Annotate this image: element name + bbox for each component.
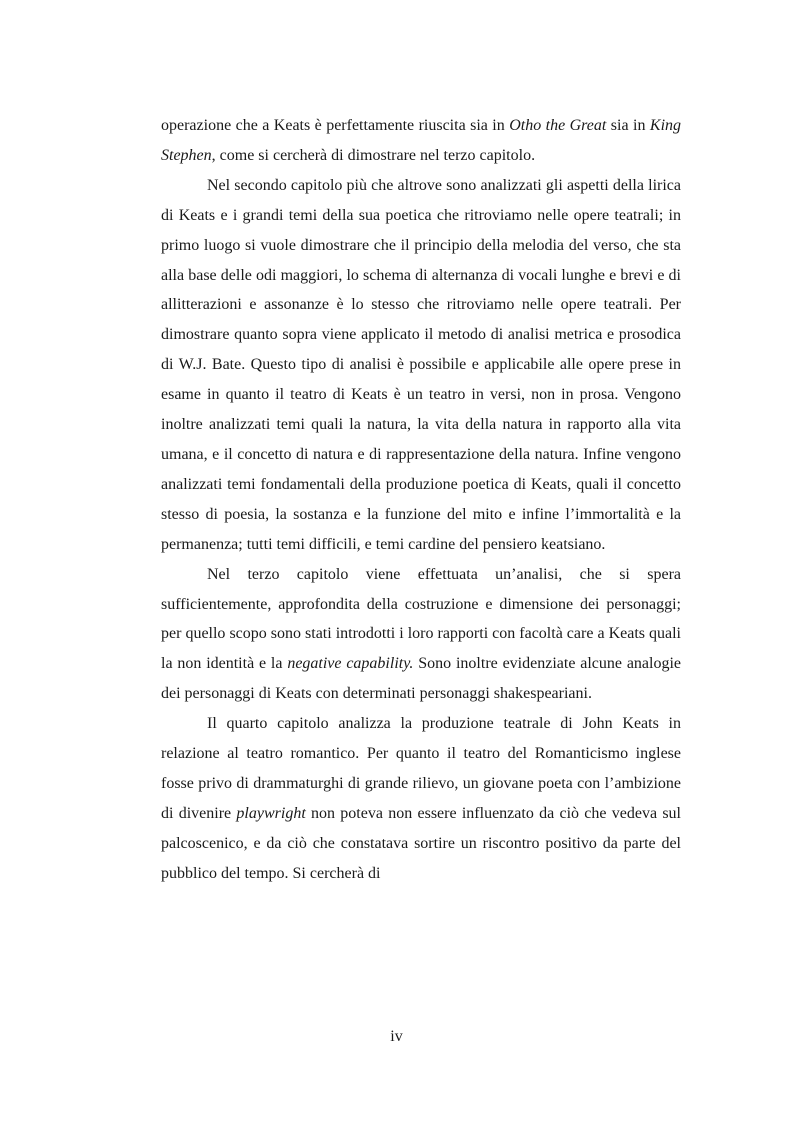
page-body bbox=[161, 111, 681, 889]
text-segment: sia in bbox=[606, 117, 650, 134]
text-segment: , come si cercherà di dimostrare nel terzo capitolo. bbox=[211, 146, 536, 164]
text-segment: operazione che a Keats è perfettamente riuscita sia in bbox=[161, 117, 510, 134]
paragraph-intro-continuation bbox=[161, 111, 681, 171]
text-segment: Sono inoltre evidenziate alcune analogie dei personaggi di Keats con determinati personaggi shakespeariani. bbox=[161, 655, 682, 703]
italic-title-otho-the-great: Otho the Great bbox=[509, 117, 607, 134]
paragraph-second-chapter bbox=[161, 171, 681, 560]
italic-term-playwright: playwright bbox=[236, 804, 306, 822]
italic-title-king-stephen: King Stephen bbox=[161, 117, 682, 164]
page-number: iv bbox=[390, 1028, 403, 1045]
paragraph-third-chapter bbox=[161, 560, 681, 710]
italic-term-negative-capability: negative capability. bbox=[287, 655, 414, 673]
text-segment: Nel terzo capitolo viene effettuata un’analisi, che si spera sufficientemente, approfondita della costruzione e dimensione dei personaggi; per quello scopo sono stati introdotti i loro rapporti con facoltà care a Keats quali la non identità e la bbox=[161, 565, 681, 673]
paragraph-fourth-chapter bbox=[161, 709, 681, 888]
text-segment: Nel secondo capitolo più che altrove sono analizzati gli aspetti della lirica di Keats e i grandi temi della sua poetica che ritroviamo nelle opere teatrali; in primo luogo si vuole dimostrare che il principio della melodia del verso, che sta alla base delle odi maggiori, lo schema di alternanza di vocali lunghe e brevi e di allitterazioni e assonanze è lo stesso che ritroviamo nelle opere teatrali. Per dimostrare quanto sopra viene applicato il metodo di analisi metrica e prosodica di W.J. Bate. Questo tipo di analisi è possibile e applicabile alle opere prese in esame in quanto il teatro di Keats è un teatro in versi, non in prosa. Vengono inoltre analizzati temi quali la natura, la vita della natura in rapporto alla vita umana, e il concetto di natura e di rappresentazione della natura. Infine vengono analizzati temi fondamentali della produzione poetica di Keats, quali il concetto stesso di poesia, la sostanza e la funzione del mito e infine l’immortalità e la permanenza; tutti temi difficili, e temi cardine del pensiero keatsiano. bbox=[161, 176, 681, 553]
text-segment: non poteva non essere influenzato da ciò che vedeva sul palcoscenico, e da ciò che constatava sortire un riscontro positivo da parte del pubblico del tempo. Si cercherà di bbox=[161, 804, 682, 882]
text-segment: Il quarto capitolo analizza la produzione teatrale di John Keats in relazione al teatro romantico. Per quanto il teatro del Romanticismo inglese fosse privo di drammaturghi di grande rilievo, un giovane poeta con l’ambizione di divenire bbox=[161, 715, 681, 822]
